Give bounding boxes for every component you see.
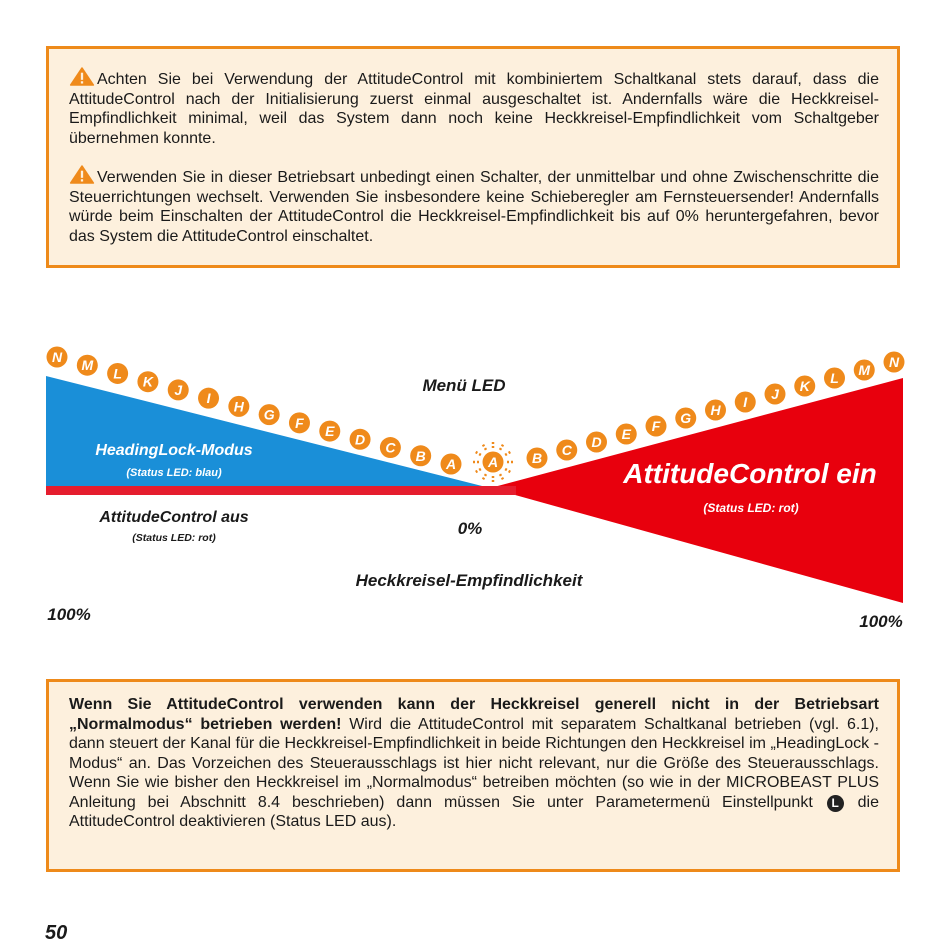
menu-led-right-f (646, 416, 667, 437)
menu-led-right-j (765, 384, 786, 405)
warning-text-2: Verwenden Sie in dieser Betriebsart unbedingt einen Schalter, der unmittelbar und ohne Zwischenschritte die Steuerrichtungen wechselt. Verwenden Sie insbesondere keine Schieberegler am Fernsteuersender! Andernfalls würde beim Einschalten der AttitudeControl die Heckkreisel-Empfindlichkeit bis auf 0% heruntergefahren, bevor das System die AttitudeControl einschaltet. (69, 169, 879, 245)
svg-text:B: B (415, 447, 426, 464)
menu-led-left-b (410, 445, 431, 466)
menu-led-left-d (350, 429, 371, 450)
svg-text:F: F (651, 418, 661, 434)
attitude-on-title: AttitudeControl ein (623, 458, 877, 489)
menu-led-right-n (884, 352, 905, 373)
menu-led-left-e (319, 421, 340, 442)
zero-percent-label: 0% (457, 519, 483, 538)
menu-led-left-f (289, 412, 310, 433)
attitude-off-red-bar (46, 486, 516, 495)
svg-text:C: C (385, 439, 396, 456)
svg-text:L: L (830, 370, 839, 386)
menu-led-right-c (556, 440, 577, 461)
menu-led-right-i (735, 392, 756, 413)
svg-text:G: G (680, 410, 692, 426)
info-bold-text: Wenn Sie AttitudeControl verwenden kann der Heckkreisel generell nicht in der Betriebsart „Normalmodus“ betrieben werden! (69, 696, 879, 733)
menu-led-label: Menü LED (422, 376, 506, 395)
menu-led-left-h (228, 396, 249, 417)
menu-led-right-g (675, 408, 696, 429)
menu-led-left-m (77, 355, 98, 376)
menu-led-left-c (380, 437, 401, 458)
attitude-on-red-wedge (490, 378, 903, 603)
menu-led-right-k (794, 376, 815, 397)
page-number: 50 (45, 922, 68, 944)
svg-text:H: H (233, 398, 244, 415)
svg-text:I: I (743, 394, 748, 410)
menu-led-right-b (527, 448, 548, 469)
svg-text:E: E (325, 423, 335, 440)
svg-text:J: J (174, 381, 183, 398)
svg-text:H: H (710, 402, 721, 418)
gyro-gain-axis-label: Heckkreisel-Empfindlichkeit (355, 571, 583, 590)
svg-text:D: D (591, 434, 602, 450)
left-100-percent-label: 100% (47, 605, 91, 624)
menu-led-center-a (483, 452, 504, 473)
menu-led-right-l (824, 368, 845, 389)
svg-text:N: N (51, 349, 63, 365)
circled-letter-l-icon: L (827, 795, 844, 812)
menu-led-left-n (47, 347, 68, 368)
svg-text:C: C (561, 442, 572, 458)
info-box (46, 679, 900, 872)
svg-text:J: J (771, 386, 779, 402)
svg-text:F: F (295, 414, 304, 431)
attitude-off-title: AttitudeControl aus (99, 509, 249, 526)
menu-led-left-l (107, 363, 128, 384)
info-text-1: Wird die AttitudeControl mit separatem Schaltkanal betrieben (vgl. 6.1), dann steuert der Kanal für die Heckkreisel-Empfindlichkeit in beide Richtungen den Heckkreisel im „HeadingLock - Modus“ an. Das Vorzeichen des Steuerausschlags ist hier nicht relevant, nur die Größe des Steuerausschlags. Wenn Sie wie bisher den Heckkreisel im „Normalmodus“ betreiben möchten (so wie in der MICROBEAST PLUS Anleitung bei Abschnitt 8.4 beschrieben) dann müssen Sie unter Parametermenü Einstellpunkt (69, 715, 879, 811)
headinglock-status: (Status LED: blau) (126, 467, 222, 479)
menu-led-left-g (259, 404, 280, 425)
svg-text:A: A (445, 456, 457, 472)
info-text-2: die AttitudeControl deaktivieren (Status LED aus). (69, 793, 879, 830)
svg-text:A: A (487, 454, 499, 470)
menu-led-left-i (198, 388, 219, 409)
svg-text:N: N (888, 354, 900, 370)
svg-text:I: I (206, 390, 211, 407)
menu-led-left-k (137, 371, 158, 392)
svg-text:E: E (621, 426, 631, 442)
svg-text:B: B (531, 450, 543, 466)
svg-text:G: G (263, 406, 275, 423)
menu-led-right-m (854, 360, 875, 381)
headinglock-title: HeadingLock-Modus (95, 442, 253, 459)
menu-led-left-j (168, 379, 189, 400)
menu-led-right-h (705, 400, 726, 421)
svg-text:K: K (799, 378, 810, 394)
svg-text:K: K (142, 373, 153, 390)
menu-led-right-d (586, 432, 607, 453)
attitude-off-status: (Status LED: rot) (132, 532, 216, 544)
menu-led-left-a (441, 454, 462, 475)
svg-text:L: L (113, 365, 122, 382)
attitude-on-status: (Status LED: rot) (703, 501, 799, 515)
warning-text-1: Achten Sie bei Verwendung der AttitudeControl mit kombiniertem Schaltkanal stets darauf, dass die AttitudeControl nach der Initialisierung zuerst einmal ausgeschaltet ist. Andernfalls wäre die Heckkreisel-Empfindlichkeit minimal, weil das System dann noch keine Heckkreisel-Empfindlichkeit vom Schaltgeber übernehmen konnte. (69, 71, 879, 147)
info-paragraph (69, 695, 879, 832)
svg-text:D: D (355, 431, 366, 448)
menu-led-right-e (616, 424, 637, 445)
svg-text:M: M (858, 362, 871, 378)
svg-text:M: M (81, 357, 94, 374)
right-100-percent-label: 100% (859, 612, 903, 631)
